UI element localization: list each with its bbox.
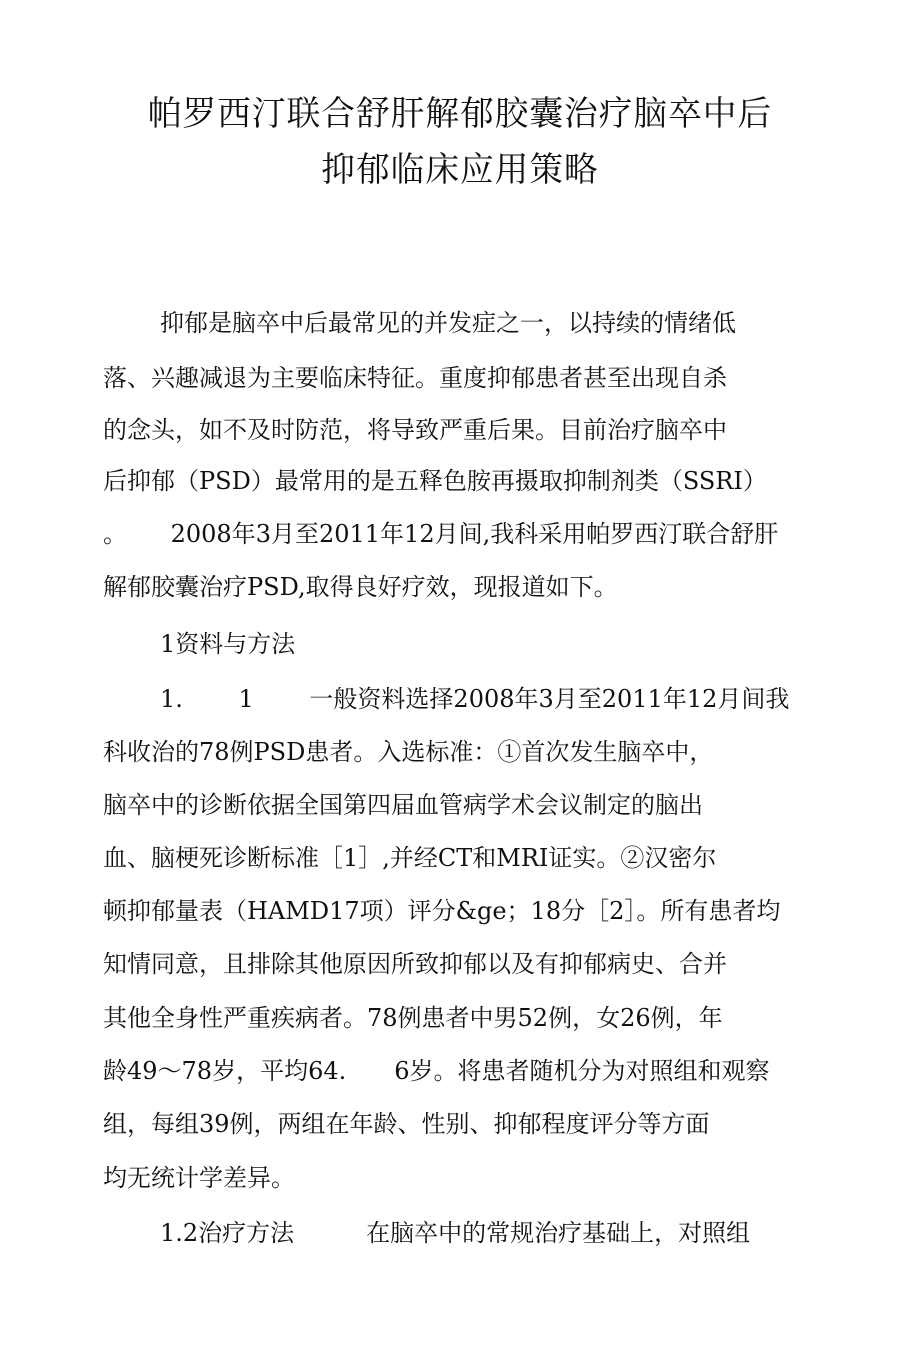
document-title-line-1: 帕罗西汀联合舒肝解郁胶囊治疗脑卒中后 — [147, 94, 773, 134]
subsection-heading-line: 1. 1 一般资料选择2008年3月至2011年12月间我 — [160, 685, 790, 713]
body-text-line: 顿抑郁量表（HAMD17项）评分&ge；18分［2］。所有患者均 — [103, 897, 781, 925]
body-text-line: 组，每组39例，两组在年龄、性别、抑郁程度评分等方面 — [103, 1110, 710, 1138]
body-text-line: 龄49〜78岁，平均64. 6岁。将患者随机分为对照组和观察 — [103, 1057, 770, 1085]
body-text-line: 血、脑梗死诊断标准［1］,并经CT和MRI证实。②汉密尔 — [103, 844, 717, 872]
body-text-line: 抑郁是脑卒中后最常见的并发症之一，以持续的情绪低 — [160, 309, 736, 337]
subsection-heading-line: 1.2治疗方法 在脑卒中的常规治疗基础上，对照组 — [160, 1219, 751, 1247]
body-text-line: 落、兴趣减退为主要临床特征。重度抑郁患者甚至出现自杀 — [103, 364, 727, 392]
body-text-line: 其他全身性严重疾病者。78例患者中男52例，女26例，年 — [103, 1004, 723, 1032]
body-text-line: 科收治的78例PSD患者。入选标准：①首次发生脑卒中， — [103, 738, 714, 766]
body-text-line: 。 2008年3月至2011年12月间,我科采用帕罗西汀联合舒肝 — [103, 520, 779, 548]
body-text-line: 均无统计学差异。 — [103, 1164, 295, 1192]
body-text-line: 脑卒中的诊断依据全国第四届血管病学术会议制定的脑出 — [103, 791, 703, 819]
body-text-line: 解郁胶囊治疗PSD,取得良好疗效，现报道如下。 — [103, 573, 618, 601]
body-text-line: 后抑郁（PSD）最常用的是五释色胺再摄取抑制剂类（SSRI） — [103, 467, 767, 495]
document-title-line-2: 抑郁临床应用策略 — [321, 150, 599, 190]
section-heading: 1资料与方法 — [160, 630, 296, 658]
body-text-line: 知情同意，且排除其他原因所致抑郁以及有抑郁病史、合并 — [103, 950, 727, 978]
body-text-line: 的念头，如不及时防范，将导致严重后果。目前治疗脑卒中 — [103, 416, 727, 444]
